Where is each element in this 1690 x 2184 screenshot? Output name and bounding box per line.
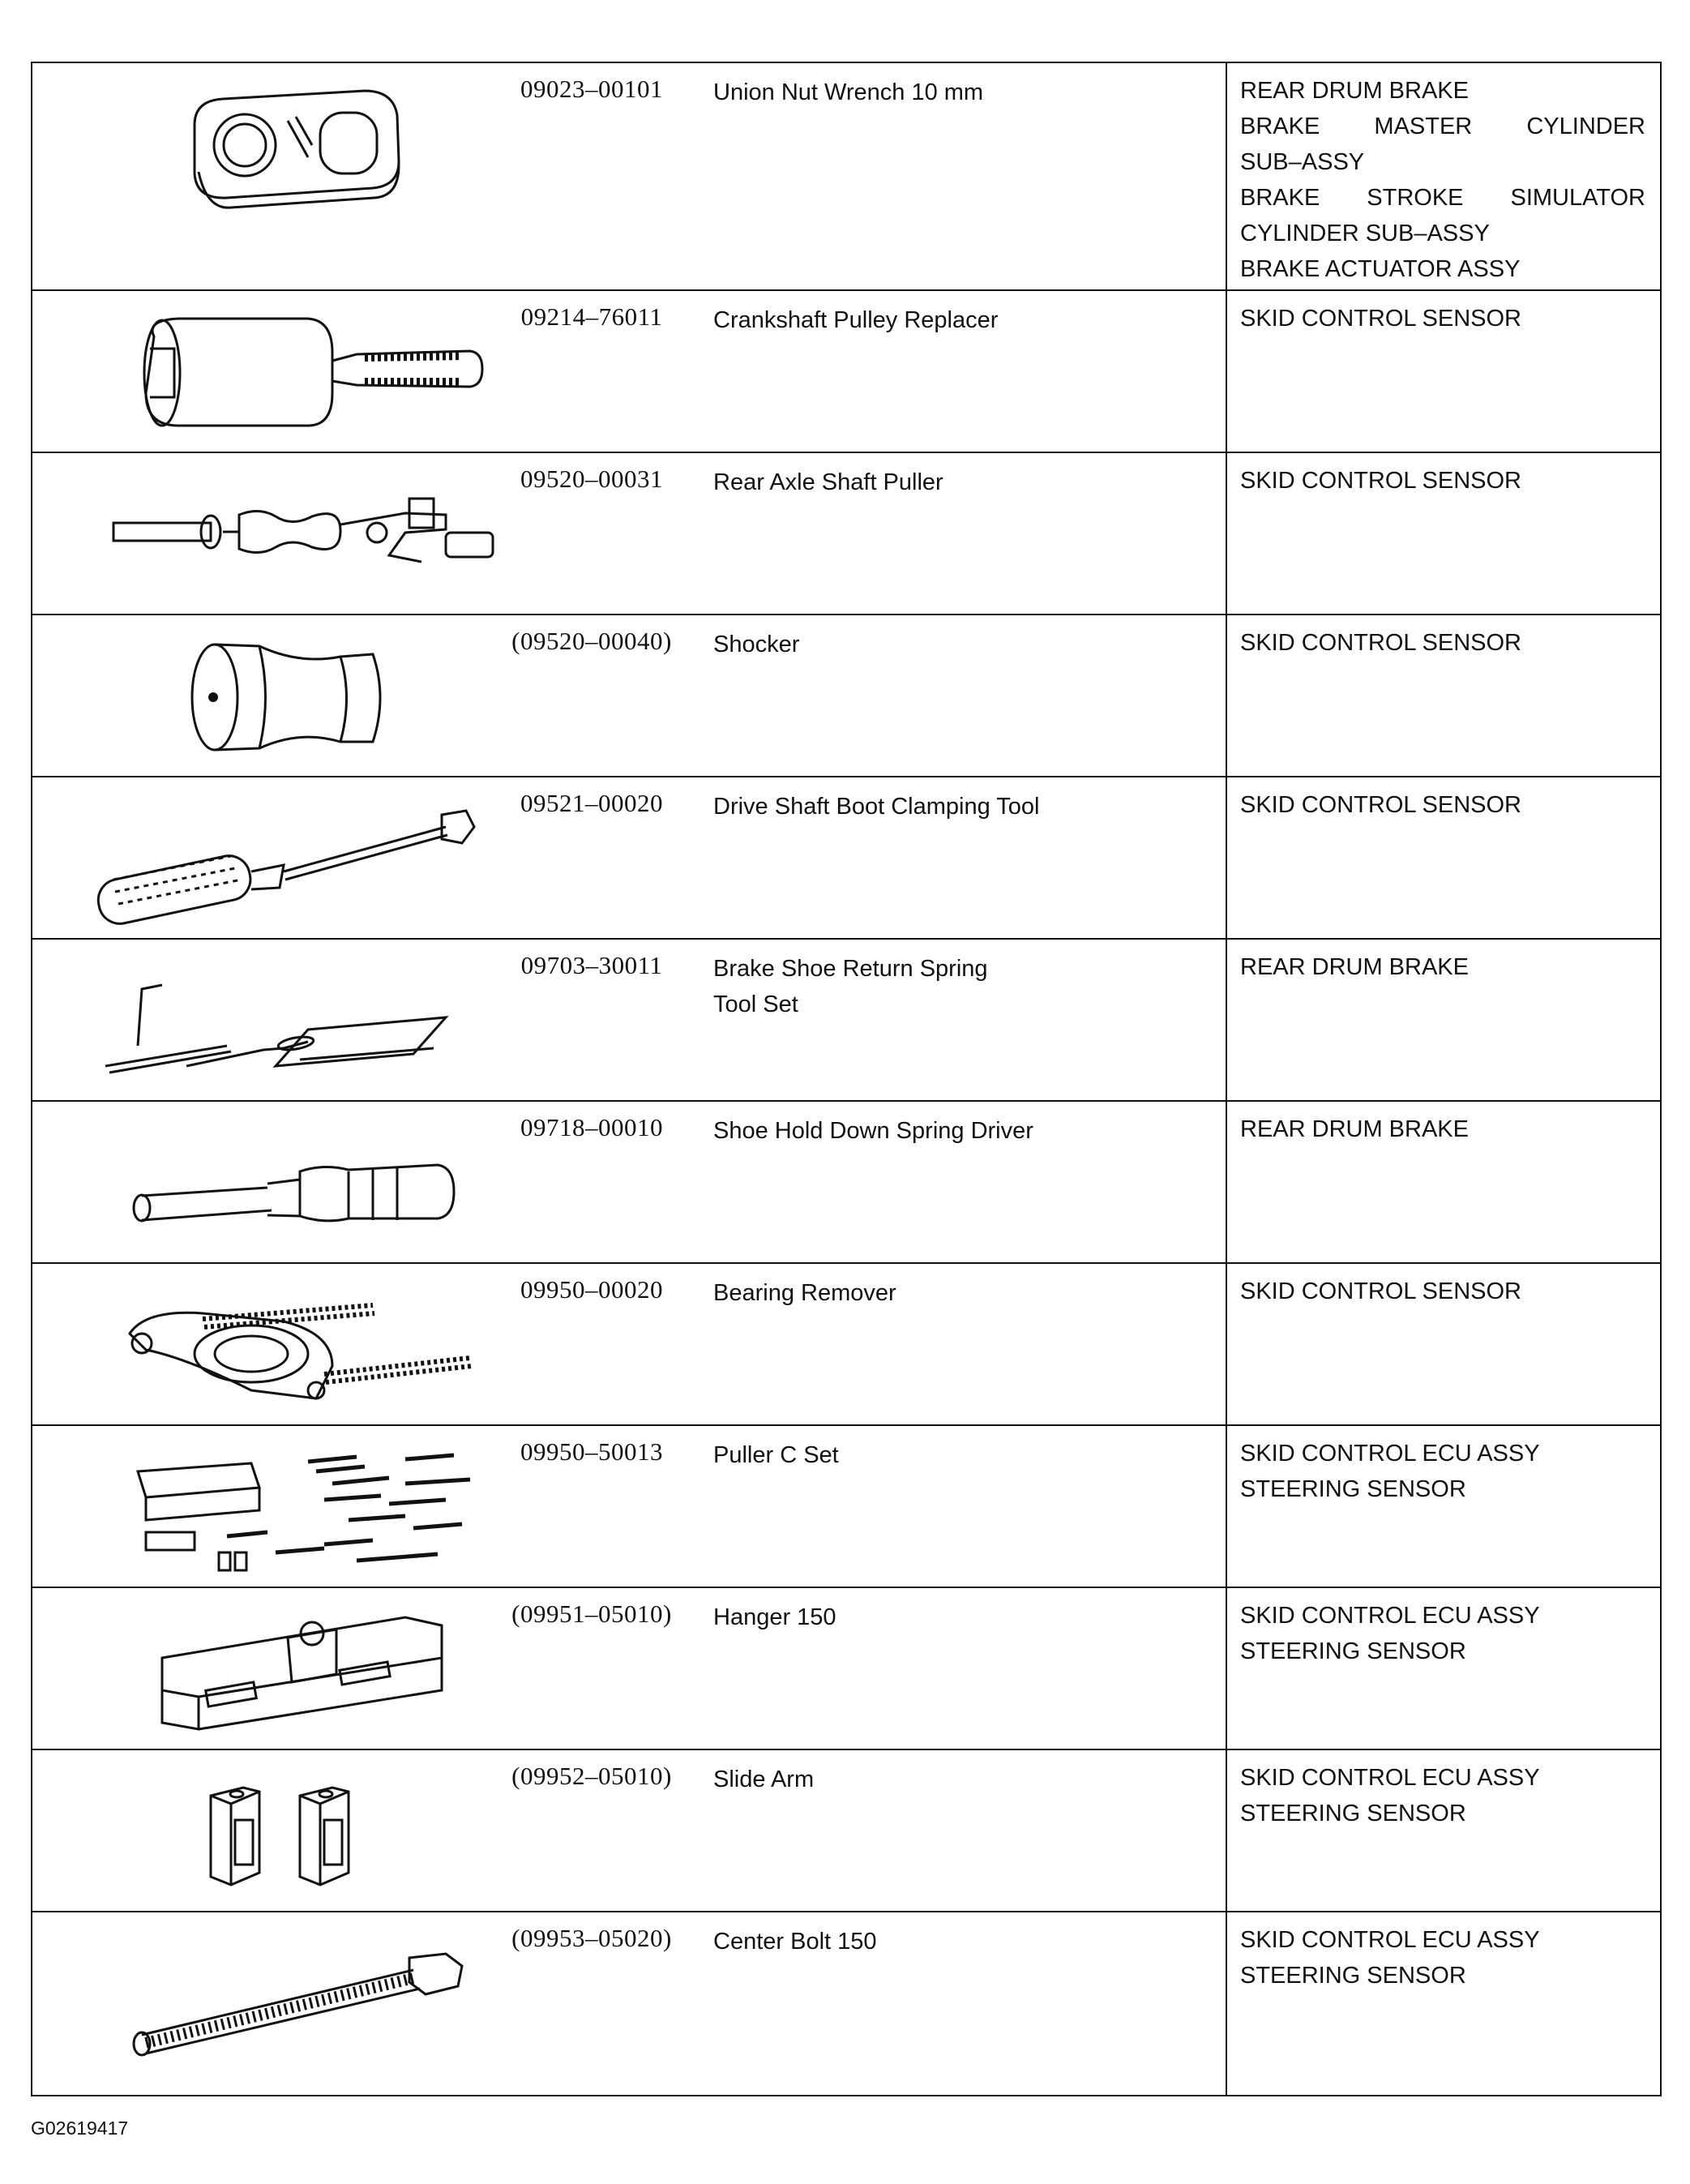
part-number: 09023–00101	[520, 75, 663, 103]
shocker-icon	[65, 628, 486, 762]
drive-shaft-boot-clamping-tool-icon	[65, 790, 486, 924]
tool-row-4	[32, 615, 1660, 777]
tool-usage	[1227, 1426, 1660, 1587]
tool-name	[713, 75, 1200, 110]
tool-usage	[1227, 1588, 1660, 1749]
part-number: (09951–05010)	[511, 1599, 672, 1628]
rear-axle-shaft-puller-icon	[65, 466, 486, 600]
usage-line: BRAKE ACTUATOR ASSY	[1240, 256, 1521, 282]
tool-usage	[1227, 940, 1660, 1100]
tool-name-line: Center Bolt 150	[713, 1929, 877, 1955]
tool-usage	[1227, 291, 1660, 452]
tool-cell	[32, 940, 1227, 1100]
special-tools-table	[31, 62, 1662, 2096]
usage-line: SKID CONTROL SENSOR	[1240, 468, 1521, 494]
usage-line: STEERING SENSOR	[1240, 1638, 1466, 1664]
tool-cell	[32, 1102, 1227, 1262]
hanger-150-icon	[65, 1601, 486, 1735]
tool-usage	[1227, 1264, 1660, 1424]
brake-shoe-return-spring-tool-set-icon	[65, 953, 486, 1086]
part-number: 09718–00010	[520, 1113, 663, 1141]
usage-line: SKID CONTROL SENSOR	[1240, 306, 1521, 332]
tool-name-line: Drive Shaft Boot Clamping Tool	[713, 794, 1040, 820]
tool-row-9	[32, 1426, 1660, 1588]
tool-name-line: Shocker	[713, 632, 800, 657]
usage-line: SKID CONTROL SENSOR	[1240, 1278, 1521, 1304]
usage-line: CYLINDER SUB–ASSY	[1240, 221, 1490, 246]
bearing-remover-icon	[65, 1277, 486, 1411]
tool-name	[713, 627, 1200, 662]
usage-line: SKID CONTROL SENSOR	[1240, 630, 1521, 656]
tool-name	[713, 1762, 1200, 1797]
part-number: 09703–30011	[520, 951, 663, 979]
crankshaft-pulley-replacer-icon	[65, 304, 486, 438]
tool-name-line: Rear Axle Shaft Puller	[713, 469, 943, 495]
tool-usage	[1227, 1750, 1660, 1911]
tool-row-3	[32, 453, 1660, 615]
part-number: (09953–05020)	[511, 1924, 672, 1952]
tool-row-12	[32, 1912, 1660, 2095]
tool-cell	[32, 1588, 1227, 1749]
part-number: 09214–76011	[520, 302, 663, 331]
tool-cell	[32, 1264, 1227, 1424]
usage-line: STEERING SENSOR	[1240, 1476, 1466, 1502]
usage-line: STEERING SENSOR	[1240, 1963, 1466, 1989]
part-number: (09520–00040)	[511, 627, 672, 655]
tool-usage	[1227, 777, 1660, 938]
tool-name-line: Slide Arm	[713, 1766, 815, 1792]
tool-name	[713, 1275, 1200, 1311]
tool-cell	[32, 1750, 1227, 1911]
tool-cell	[32, 453, 1227, 614]
part-number: 09950–50013	[520, 1437, 663, 1466]
tool-usage	[1227, 1912, 1660, 2095]
tool-row-5	[32, 777, 1660, 940]
part-number: 09950–00020	[520, 1275, 663, 1304]
usage-line: SKID CONTROL ECU ASSY	[1240, 1603, 1540, 1629]
figure-code: G02619417	[31, 2118, 129, 2139]
slide-arm-icon	[65, 1763, 486, 1897]
usage-line: SKID CONTROL ECU ASSY	[1240, 1927, 1540, 1953]
center-bolt-150-icon	[65, 1925, 486, 2059]
tool-name-line: Shoe Hold Down Spring Driver	[713, 1118, 1033, 1144]
usage-line: REAR DRUM BRAKE	[1240, 954, 1469, 980]
tool-name	[713, 465, 1200, 500]
shoe-hold-down-spring-driver-icon	[65, 1115, 486, 1248]
usage-line: STEERING SENSOR	[1240, 1801, 1466, 1826]
tool-cell	[32, 1912, 1227, 2095]
tool-name-line: Tool Set	[713, 991, 798, 1017]
part-number: 09520–00031	[520, 465, 663, 493]
tool-cell	[32, 1426, 1227, 1587]
tool-name	[713, 302, 1200, 338]
tool-row-7	[32, 1102, 1660, 1264]
tool-row-6	[32, 940, 1660, 1102]
usage-line: BRAKE MASTER CYLINDER	[1240, 113, 1645, 139]
tool-usage	[1227, 453, 1660, 614]
tool-name	[713, 1599, 1200, 1635]
tool-cell	[32, 615, 1227, 776]
tool-row-8	[32, 1264, 1660, 1426]
tool-name	[713, 1113, 1200, 1149]
tool-name	[713, 789, 1200, 824]
tool-usage	[1227, 1102, 1660, 1262]
usage-line: REAR DRUM BRAKE	[1240, 78, 1469, 104]
tool-name-line: Union Nut Wrench 10 mm	[713, 79, 984, 105]
tool-usage	[1227, 615, 1660, 776]
tool-name-line: Crankshaft Pulley Replacer	[713, 307, 999, 333]
tool-row-10	[32, 1588, 1660, 1750]
tool-name-line: Hanger 150	[713, 1604, 836, 1630]
puller-c-set-icon	[65, 1439, 486, 1573]
tool-name	[713, 1437, 1200, 1473]
tool-name-line: Brake Shoe Return Spring	[713, 956, 988, 982]
tool-usage	[1227, 63, 1660, 289]
tool-name-line: Puller C Set	[713, 1442, 839, 1468]
part-number: 09521–00020	[520, 789, 663, 817]
tool-row-1	[32, 63, 1660, 291]
tool-cell	[32, 777, 1227, 938]
union-nut-wrench-icon	[65, 76, 486, 210]
tool-name-line: Bearing Remover	[713, 1280, 896, 1306]
tool-name	[713, 951, 1200, 1022]
usage-line: BRAKE STROKE SIMULATOR	[1240, 185, 1645, 211]
tool-cell	[32, 63, 1227, 289]
tool-row-11	[32, 1750, 1660, 1912]
usage-line: SKID CONTROL ECU ASSY	[1240, 1441, 1540, 1467]
usage-line: SKID CONTROL ECU ASSY	[1240, 1765, 1540, 1791]
part-number: (09952–05010)	[511, 1762, 672, 1790]
tool-row-2	[32, 291, 1660, 453]
tool-cell	[32, 291, 1227, 452]
usage-line: SKID CONTROL SENSOR	[1240, 792, 1521, 818]
usage-line: REAR DRUM BRAKE	[1240, 1116, 1469, 1142]
tool-name	[713, 1924, 1200, 1959]
usage-line: SUB–ASSY	[1240, 149, 1365, 175]
